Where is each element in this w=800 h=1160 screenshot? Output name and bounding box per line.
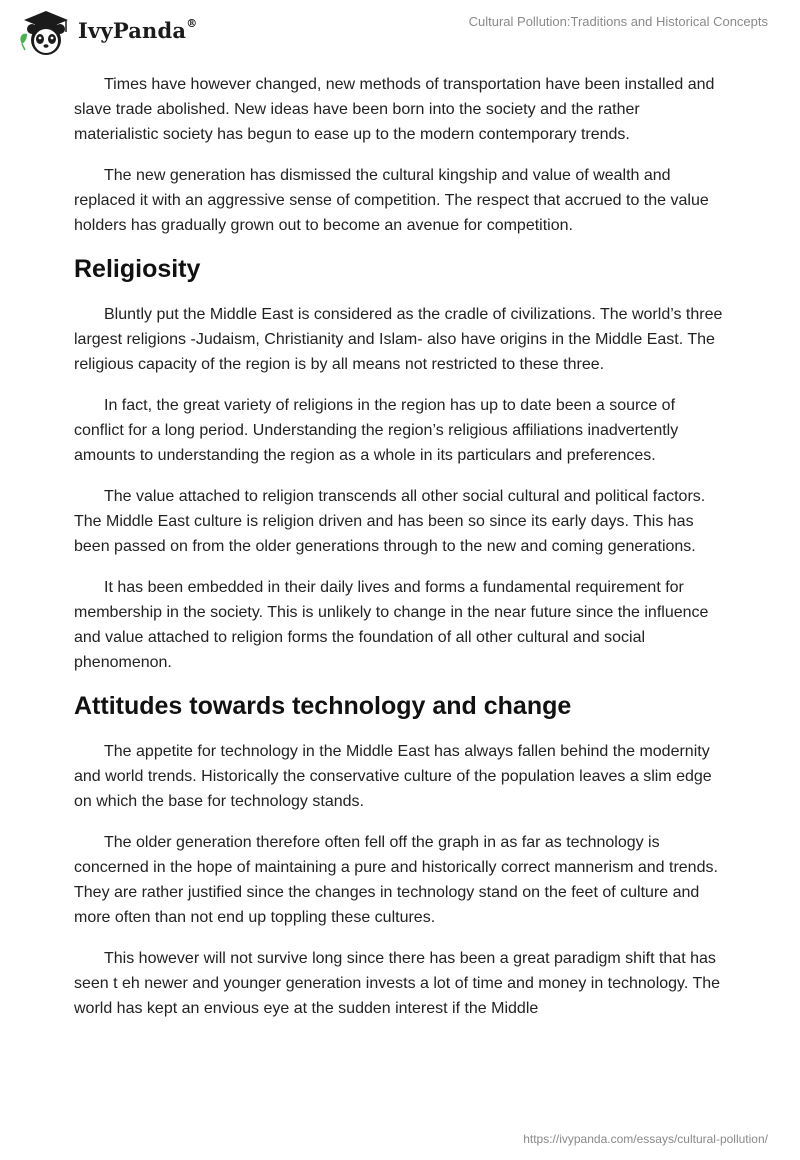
- section-heading-religiosity: Religiosity: [74, 255, 201, 283]
- page-header: [0, 0, 800, 60]
- paragraph: The new generation has dismissed the cultural kingship and value of wealth and replaced it with an aggressive sense of competition. The respect that accrued to the value holders has gradually grown out to become an avenue for competition.: [74, 167, 709, 234]
- paragraph: In fact, the great variety of religions in the region has up to date been a source of conflict for a long period. Understanding the region’s religious affiliations inadvertently amounts to understanding the region as a whole in its particulars and preferences.: [74, 397, 679, 464]
- paragraph: Bluntly put the Middle East is considered as the cradle of civilizations. The world’s three largest religions -Judaism, Christianity and Islam- also have origins in the Middle East. The religious capacity of the region is by all means not restricted to these three.: [74, 306, 723, 373]
- paragraph: The older generation therefore often fell off the graph in as far as technology is concerned in the hope of maintaining a pure and historically correct mannerism and trends. They are rather justified since the changes in technology stand on the feet of culture and more often than not end up toppling these cultures.: [74, 834, 718, 926]
- paragraph: The value attached to religion transcends all other social cultural and political factors. The Middle East culture is religion driven and has been so since its early days. This has been passed on from the older generations through to the new and coming generations.: [74, 488, 706, 555]
- paragraph: This however will not survive long since there has been a great paradigm shift that has seen t eh newer and younger generation invests a lot of time and money in technology. The world has kept an envious eye at the sudden interest if the Middle: [74, 950, 721, 1017]
- paragraph: The appetite for technology in the Middle East has always fallen behind the modernity and world trends. Historically the conservative culture of the population leaves a slim edge on which the base for technology stands.: [74, 743, 712, 810]
- article-body: [74, 72, 724, 1037]
- source-url-link[interactable]: https://ivypanda.com/essays/cultural-pollution/: [523, 1132, 768, 1146]
- section-heading-technology: Attitudes towards technology and change: [74, 692, 572, 720]
- paragraph: Times have however changed, new methods of transportation have been installed and slave trade abolished. New ideas have been born into the society and the rather materialistic society has begun to ease up to the modern contemporary trends.: [74, 76, 715, 143]
- document-title: Cultural Pollution:Traditions and Historical Concepts: [468, 14, 768, 29]
- paragraph: It has been embedded in their daily lives and forms a fundamental requirement for membership in the society. This is unlikely to change in the near future since the influence and value attached to religion forms the foundation of all other cultural and social phenomenon.: [74, 579, 709, 671]
- ivypanda-logo-icon[interactable]: [16, 8, 76, 58]
- brand-name[interactable]: IvyPanda®: [78, 17, 198, 43]
